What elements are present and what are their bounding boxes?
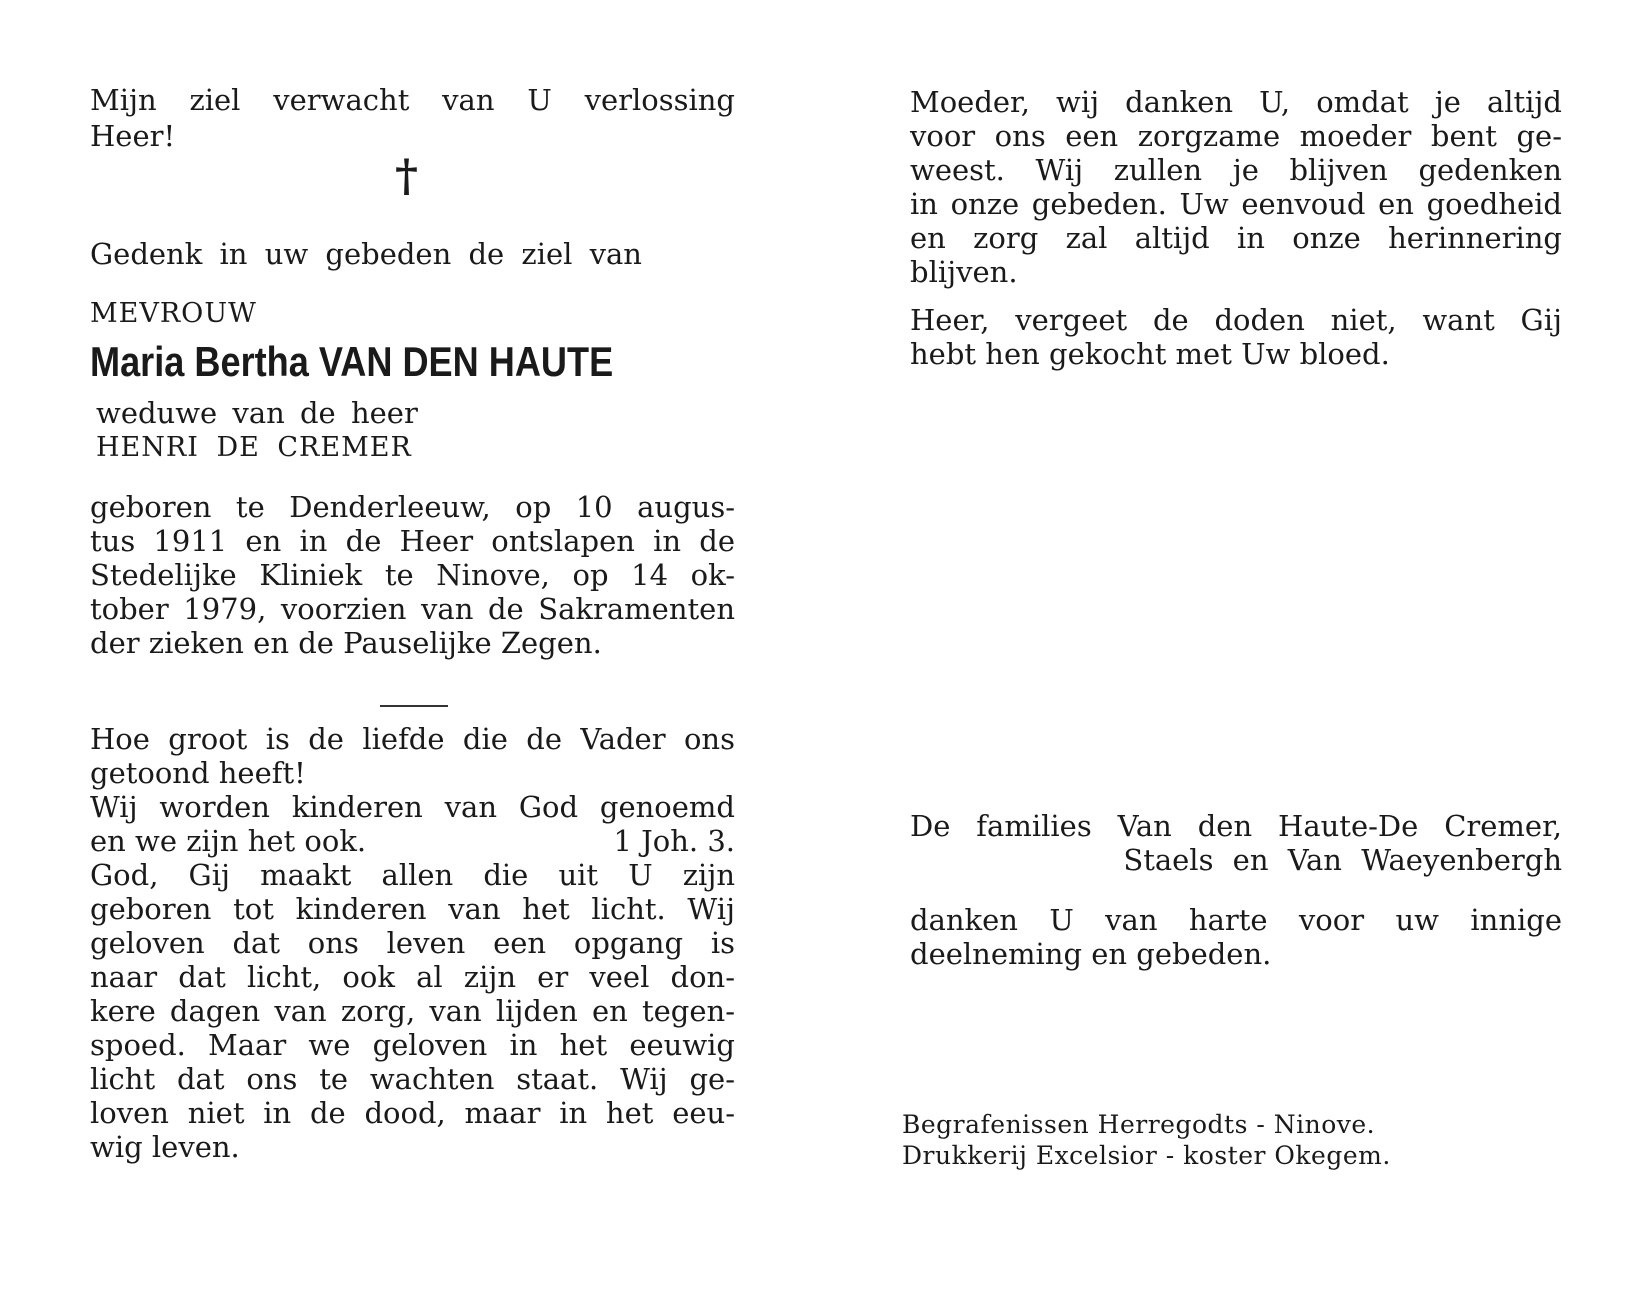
mother-line-5: en zorg zal altijd in onze herinnering: [910, 221, 1562, 255]
prayer-top-line-2: Heer!: [90, 119, 176, 153]
verse-body-line-1: God, Gij maakt allen die uit U zijn: [90, 858, 735, 892]
remember-line: Gedenk in uw gebeden de ziel van: [90, 237, 642, 271]
verse-body-line-2: geboren tot kinderen van het licht. Wij: [90, 892, 735, 926]
thanks-line-2: deelneming en gebeden.: [910, 937, 1272, 971]
deceased-name: Maria Bertha VAN DEN HAUTE: [90, 338, 614, 385]
verse-body-line-6: spoed. Maar we geloven in het eeuwig: [90, 1028, 735, 1062]
widow-of-line: weduwe van de heer: [96, 396, 418, 430]
verse-reference-text: en we zijn het ook.: [90, 824, 367, 858]
bio-line-2: tus 1911 en in de Heer ontslapen in de: [90, 524, 735, 558]
families-line-1: De families Van den Haute-De Cremer,: [910, 809, 1562, 843]
verse-intro-line-1: Hoe groot is de liefde die de Vader ons: [90, 722, 735, 756]
verse-body-line-5: kere dagen van zorg, van lijden en tegen-: [90, 994, 735, 1028]
verse-reference: 1 Joh. 3.: [613, 824, 735, 858]
title-line: MEVROUW: [90, 298, 257, 329]
husband-name: HENRI DE CREMER: [96, 432, 412, 463]
verse-intro-line-3: Wij worden kinderen van God genoemd: [90, 790, 735, 824]
prayer-line-1: Heer, vergeet de doden niet, want Gij: [910, 303, 1562, 337]
verse-body-line-4: naar dat licht, ook al zijn er veel don-: [90, 960, 735, 994]
mother-line-2: voor ons een zorgzame moeder bent ge-: [910, 119, 1562, 153]
bio-line-3: Stedelijke Kliniek te Ninove, op 14 ok-: [90, 558, 735, 592]
prayer-line-2: hebt hen gekocht met Uw bloed.: [910, 337, 1390, 371]
credit-printer: Drukkerij Excelsior - koster Okegem.: [902, 1141, 1391, 1170]
section-divider: [380, 705, 448, 707]
verse-reference-row: [90, 823, 735, 859]
thanks-line-1: danken U van harte voor uw innige: [910, 903, 1562, 937]
prayer-top-line-1: Mijn ziel verwacht van U verlossing: [90, 83, 735, 117]
verse-body-line-7: licht dat ons te wachten staat. Wij ge-: [90, 1062, 735, 1096]
verse-body-line-9: wig leven.: [90, 1130, 240, 1164]
families-line-2: Staels en Van Waeyenbergh: [1123, 843, 1562, 877]
verse-body-line-8: loven niet in de dood, maar in het eeu-: [90, 1096, 735, 1130]
verse-intro-line-2: getoond heeft!: [90, 756, 306, 790]
credit-funeral-home: Begrafenissen Herregodts - Ninove.: [902, 1110, 1376, 1139]
cross-icon: †: [395, 151, 419, 202]
mother-line-3: weest. Wij zullen je blijven gedenken: [910, 153, 1562, 187]
bio-line-4: tober 1979, voorzien van de Sakramenten: [90, 592, 735, 626]
bio-line-1: geboren te Denderleeuw, op 10 augus-: [90, 490, 735, 524]
mother-line-1: Moeder, wij danken U, omdat je altijd: [910, 85, 1562, 119]
bio-line-5: der zieken en de Pauselijke Zegen.: [90, 626, 602, 660]
mother-line-6: blijven.: [910, 255, 1018, 289]
verse-body-line-3: geloven dat ons leven een opgang is: [90, 926, 735, 960]
mother-line-4: in onze gebeden. Uw eenvoud en goedheid: [910, 187, 1562, 221]
